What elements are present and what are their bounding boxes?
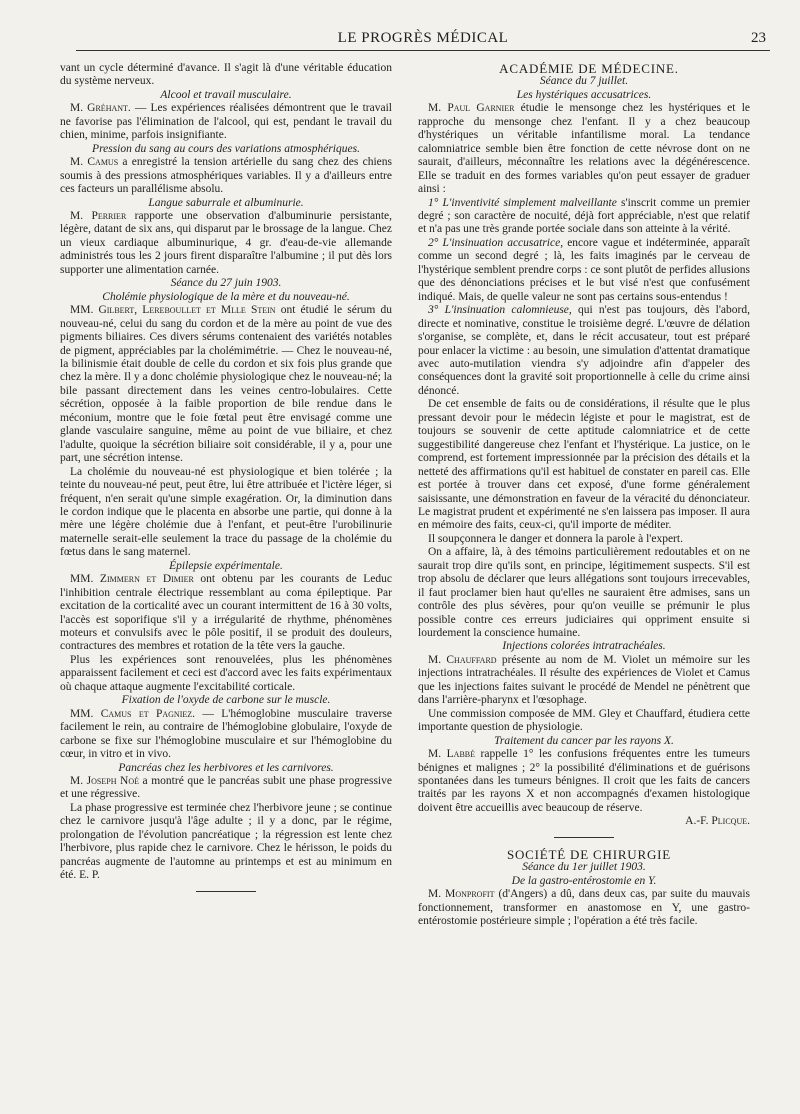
author-name: M. Paul Garnier (428, 102, 515, 115)
paragraph-text: s'inscrit comme un premier degré ; son caractère de nocuité, déjà fort appréciable, n'est que relatif et n'a pas une très grande portée sociale dans son atteinte à la vérité. (418, 196, 750, 236)
author-name: M. Camus (70, 156, 119, 169)
section-subheading: De la gastro-entérostomie en Y. (511, 874, 657, 887)
author-name: M. Joseph Noé (70, 775, 139, 788)
page-number: 23 (751, 30, 766, 46)
section-subheading: Alcool et travail musculaire. (160, 88, 292, 101)
paragraph: Il soupçonnera le danger et donnera la parole à l'expert. (428, 532, 683, 545)
paragraph (60, 573, 392, 654)
section-subheading: Langue saburrale et albuminurie. (148, 196, 304, 209)
paragraph-text: — L'hémoglobine musculaire traverse facilement le rein, au contraire de l'hémoglobine globulaire, l'oxyde de carbone se fixe sur l'hémoglobine musculaire et sur l'hémoglobine du cœur, in vitro et in vivo. (60, 707, 392, 761)
section-heading: ACADÉMIE DE MÉDECINE. (499, 61, 679, 76)
paragraph-text: — Les expériences réalisées démontrent que le travail ne favorise pas l'élimination de l'alcool, qui est, pendant le travail du chien, minime, parfois insignifiante. (60, 102, 392, 142)
journal-title: LE PROGRÈS MÉDICAL (337, 30, 509, 46)
paragraph: Une commission composée de MM. Gley et Chauffard, étudiera cette importante question de physiologie. (418, 707, 750, 734)
paragraph (418, 237, 750, 304)
paragraph (418, 304, 750, 398)
paragraph-text: ont étudié le sérum du nouveau-né, celui du sang du cordon et de la mère au point de vue des pigments biliaires. Ces divers sérums contenaient des variétés notables de pigment, appréciables par la cholémimétrie. — Chez le nouveau-né, la bilinismie était double de celle du cordon et six fois plus grande que chez la mère. Il y a donc cholémie physiologique chez le nouveau-né; la bile passant directement dans les veines centro-lobulaires. Cette sécrétion, opposée à la faible proportion de bile rendue dans le méconium, montre que le foie fœtal peut être envisagé comme une glande vasculaire sanguine, même au point de vue biliaire, et chez l'adulte, quoique la sécrétion biliaire soit considérable, il y a, pour une part, une sécrétion intense. (60, 304, 392, 465)
section-subheading: Cholémie physiologique de la mère et du nouveau-né. (102, 290, 350, 303)
signature: A.-F. Plicque. (685, 815, 750, 828)
section-subheading: Fixation de l'oxyde de carbone sur le muscle. (121, 694, 331, 707)
author-name: M. Chauffard (428, 653, 497, 666)
section-subheading: Pancréas chez les herbivores et les carnivores. (118, 761, 334, 774)
paragraph (60, 304, 392, 465)
section-subheading: Injections colorées intratrachéales. (502, 640, 666, 653)
paragraph (60, 708, 392, 762)
divider (196, 891, 256, 892)
item-lead: 1° L'inventivité simplement malveillante (428, 196, 617, 209)
author-name: MM. Camus et Pagniez. (70, 707, 196, 720)
paragraph (418, 888, 750, 928)
session-date: Séance du 27 juin 1903. (170, 277, 282, 290)
session-date: Séance du 7 juillet. (539, 75, 629, 88)
paragraph (60, 102, 392, 142)
paragraph-text: rapporte une observation d'albuminurie persistante, légère, datant de six ans, qui disparut par le brossage de la langue. Chez un vieux cardiaque albuminurique, 4 gr. d'eau-de-vie allemande administrés tous les 2 jours firent disparaître l'albumine ; il put dès lors supporter une alimentation carnée. (60, 209, 392, 276)
paragraph (60, 802, 392, 883)
paragraph: vant un cycle déterminé d'avance. Il s'agit là d'une véritable éducation du système nerveux. (60, 62, 392, 88)
paragraph (418, 654, 750, 708)
paragraph-text: (d'Angers) a dû, dans deux cas, par suite du mauvais fonctionnement, transformer en anastomose en Y, une gastro-entérostomie postérieure simple ; l'opération a été très facile. (418, 888, 750, 928)
section-subheading: Les hystériques accusatrices. (516, 88, 652, 101)
right-column (418, 62, 750, 929)
section-subheading: Pression du sang au cours des variations atmosphériques. (92, 142, 360, 155)
author-name: M. Gréhant. (70, 102, 131, 115)
item-lead: 2° L'insinuation accusatrice, (428, 236, 564, 249)
left-column (60, 62, 392, 902)
author-name: M. Perrier (70, 209, 127, 222)
paragraph-text: rappelle 1° les confusions fréquentes entre les tumeurs bénignes et malignes ; 2° la possibilité d'éliminations et de guérisons spontanées dans les tumeurs bénignes. Il croit que les faits de cancers traités par les rayons X et non accompagnés d'examen histologique doivent être accueillis avec beaucoup de réserve. (418, 748, 750, 814)
section-heading: SOCIÉTÉ DE CHIRURGIE (506, 846, 672, 862)
section-subheading: Traitement du cancer par les rayons X. (494, 734, 674, 747)
paragraph: On a affaire, là, à des témoins particulièrement redoutables et on ne saurait trop dire qu'ils sont, en principe, légitimement suspects. S'il est trop absolu de déclarer que leurs allégations sont toujours irrecevables, il faut proclamer bien haut qu'elles ne sauraient être admises, sans un contrôle des plus sévères, pour qu'on veuille se prémunir le plus possible contre ces erreurs judiciaires qui oppriment ensuite si lourdement la conscience humaine. (418, 546, 750, 640)
item-lead: 3° L'insinuation calomnieuse, (428, 304, 572, 317)
paragraph-text: ont obtenu par les courants de Leduc l'inhibition centrale électrique ressemblant au coma épileptique. Par excitation de la corticalité avec un courant intermittent de 16 à 30 volts, l'accès est soporifique s'il y a irrégularité de rhythme, phénomènes moteurs et convulsifs avec le pôle positif, il se produit des douleurs, contractures des membres et rotation de la tête vers la gauche. (60, 573, 393, 653)
signature: E. P. (79, 869, 100, 882)
paragraph (418, 748, 750, 815)
divider (554, 837, 614, 838)
author-name: MM. Zimmern et Dimier (70, 573, 194, 586)
section-subheading: Épilepsie expérimentale. (169, 559, 283, 572)
session-date: Séance du 1er juillet 1903. (522, 861, 646, 874)
paragraph: De cet ensemble de faits ou de considérations, il résulte que le plus pressant devoir pour le médecin légiste et pour le magistrat, est de toujours se souvenir de cette aptitude calomniatrice et de cette suggestibilité dangereuse chez l'enfant et l'hystérique. La justice, on le comprend, est fortement impressionnée par la précision des détails et la netteté des affirmations qu'il est habituel de constater en pareil cas. Elle est portée à trouver dans cet exposé, d'une forme généralement saisissante, une démonstration en faveur de la véracité du dénonciateur. Le magistrat prudent et expérimenté ne s'en laissera pas imposer. Il aura en mémoire des faits, ceux-ci, qu'il importe de méditer. (418, 398, 750, 532)
author-name: M. Monprofit (428, 888, 495, 901)
paragraph-text: encore vague et indéterminée, apparaît comme un second degré ; là, les faits imaginés par le cerveau de l'hystérique semblent prendre corps : ce sont plutôt de perfides allusions que des dénonciations précises et le but visé n'est que confusément indiqué. Mais, de quelle valeur ne sont pas certains sous-entendus ! (418, 236, 750, 303)
paragraph-text: étudie le mensonge chez les hystériques et le rapproche du mensonge chez l'enfant. Il y a chez beaucoup d'hystériques un véritable infantilisme moral. La tendance calomniatrice semble bien être fonction de cette névrose dont on ne saurait, d'ailleurs, méconnaître les relations avec la dégénérescence. Elle se traduit en des formes variables qu'on peut essayer de graduer ainsi : (418, 102, 750, 196)
paragraph-text: a montré que le pancréas subit une phase progressive et une régressive. (60, 775, 392, 801)
paragraph-text: présente au nom de M. Violet un mémoire sur les injections intratrachéales. Il résulte des expériences de Violet et Camus que les injections faites suivant le procédé de Mendel ne pénètrent que dans l'arrière-pharynx et l'œsophage. (418, 653, 750, 707)
paragraph (60, 775, 392, 802)
paragraph (418, 197, 750, 237)
paragraph: La cholémie du nouveau-né est physiologique et bien tolérée ; la teinte du nouveau-né peut, peut être, lui être attribuée et l'ictère léger, si fréquent, n'en serait qu'une simple exagération. Or, la diminution dans le cordon indique que le placenta en absorbe une partie, qui donne à la mère une légère cholémie due à l'enfant, et peut-être l'urobilinurie maternelle serait-elle seulement la trace du passage de la cholémie du fœtus dans le sang maternel. (60, 465, 392, 559)
paragraph (418, 102, 750, 196)
paragraph-text: La phase progressive est terminée chez l'herbivore jeune ; se continue chez le carnivore jusqu'à l'âge adulte ; il y a donc, par le régime, prolongation de l'évolution pancréatique ; la régression est lente chez l'herbivore, plus rapide chez le carnivore. Chez le hérisson, le poids du pancréas augmente de l'automne au printemps et est au minimum en été. (60, 801, 392, 882)
paragraph: Plus les expériences sont renouvelées, plus les phénomènes apparaissent facilement et ceci est d'accord avec les faits expérimentaux où chaque attaque augmente l'excitabilité corticale. (60, 653, 392, 693)
paragraph (60, 210, 392, 277)
author-name: MM. Gilbert, Lereboullet et Mlle Stein (70, 304, 276, 317)
paragraph (60, 156, 392, 196)
paragraph-text: qui n'est pas toujours, dès l'abord, directe et nominative, constitue le troisième degré. L'œuvre de délation s'organise, se complète, et, dans le récit accusateur, tout est préparé pour enlacer la victime : au besoin, une simulation d'attentat dramatique avec auto-mutilation viendra s'y adjoindre afin d'appeler des conséquences dont la gravité soit proportionnelle à celle du crime ainsi dénoncé. (418, 304, 750, 397)
page-header (76, 30, 770, 51)
author-name: M. Labbé (428, 748, 475, 761)
paragraph-text: a enregistré la tension artérielle du sang chez des chiens soumis à des pressions atmosphériques variables. Il y a d'ailleurs entre ces facteurs un parallélisme absolu. (60, 156, 392, 196)
